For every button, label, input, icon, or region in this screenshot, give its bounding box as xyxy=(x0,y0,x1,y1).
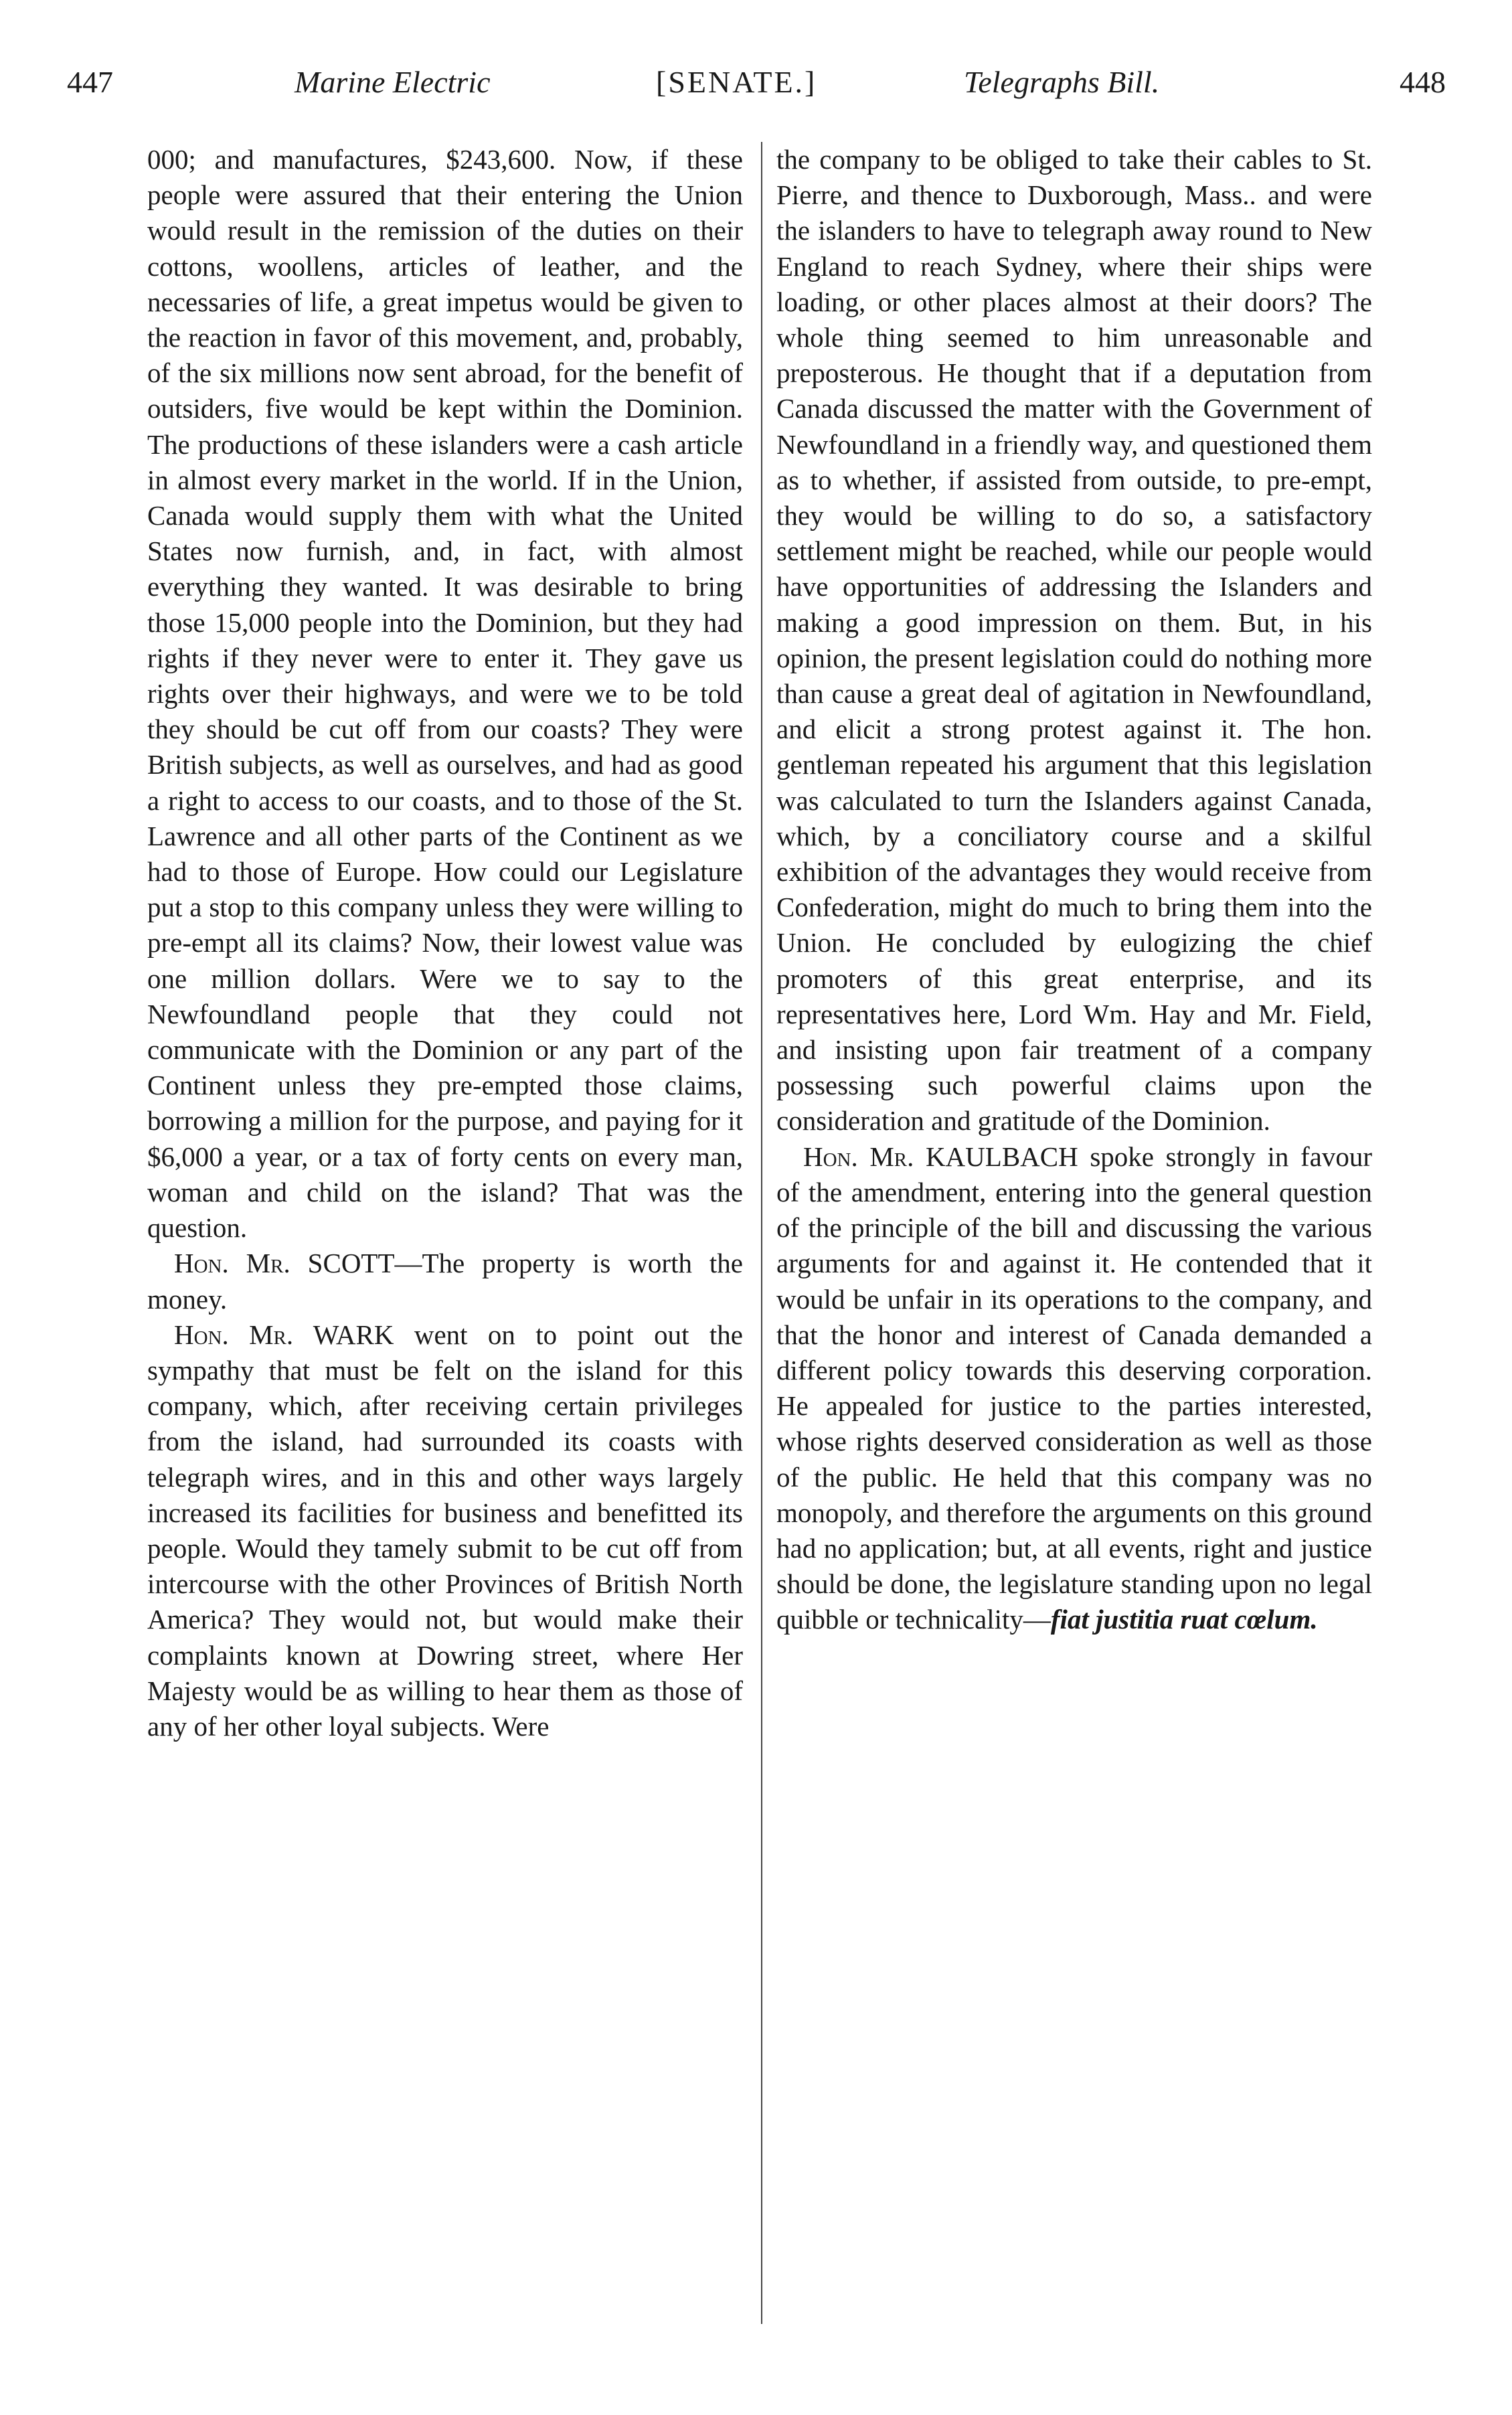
speaker-name: Hon. Mr. WARK xyxy=(174,1319,394,1350)
speaker-name: Hon. Mr. SCOTT xyxy=(174,1248,395,1279)
right-column xyxy=(776,142,1372,2344)
left-paragraph-1: 000; and manufactures, $243,600. Now, if these people were assured that their entering the Union would result in the remission of the duties on their cottons, woollens, articles of leather, and the necessaries of life, a great impetus would be given to the reaction in favor of this movement, and, probably, of the six millions now sent abroad, for the benefit of outsiders, five would be kept within the Dominion. The productions of these islanders were a cash article in almost every market in the world. If in the Union, Canada would supply them with what the United States now furnish, and, in fact, with almost everything they wanted. It was desirable to bring those 15,000 people into the Dominion, but they had rights if they never were to enter it. They gave us rights over their highways, and were we to be told they should be cut off from our coasts? They were British subjects, as well as ourselves, and had as good a right to access to our coasts, and to those of the St. Lawrence and all other parts of the Continent as we had to those of Europe. How could our Legislature put a stop to this company unless they were willing to pre-empt all its claims? Now, their lowest value was one million dollars. Were we to say to the Newfoundland people that they could not communicate with the Dominion or any part of the Continent unless they pre-empted those claims, borrowing a million for the purpose, and paying for it $6,000 a year, or a tax of forty cents on every man, woman and child on the island? That was the question. xyxy=(147,144,743,1244)
left-paragraph-3 xyxy=(147,1317,743,1744)
chamber-label: [SENATE.] xyxy=(656,65,817,99)
right-running-title: Telegraphs Bill. xyxy=(964,65,1160,99)
page-header xyxy=(67,64,1446,118)
speaker-name: Hon. Mr. KAULBACH xyxy=(803,1141,1078,1172)
left-running-title: Marine Electric xyxy=(295,65,491,99)
latin-phrase: fiat justitia ruat cœlum. xyxy=(1050,1604,1318,1635)
speech-text: spoke strongly in favour of the amendment, entering into the general question of the principle of the bill and discussing the various arguments for and against it. He contended that it would be unfair in its operations to the company, and that the honor and interest of Canada demanded a different policy towards this deserving corporation. He appealed for justice to the parties interested, whose rights deserved consideration as well as those of the public. He held that this company was no monopoly, and therefore the arguments on this ground had no application; but, at all events, right and justice should be done, the legislature standing upon no legal quibble or technicality— xyxy=(776,1141,1372,1635)
right-paragraph-1: the company to be obliged to take their cables to St. Pierre, and thence to Duxborough, Mass.. and were the islanders to have to telegraph away round to New England to reach Sydney, where their ships were loading, or other places almost at their doors? The whole thing seemed to him unreasonable and preposterous. He thought that if a deputation from Canada discussed the matter with the Government of Newfoundland in a friendly way, and questioned them as to whether, if assisted from outside, to pre-empt, they would be willing to do so, a satisfactory settlement might be reached, while our people would have opportunities of addressing the Islanders and making a good impression on them. But, in his opinion, the present legislation could do nothing more than cause a great deal of agitation in Newfoundland, and elicit a strong protest against it. The hon. gentleman repeated his argument that this legislation was calculated to turn the Islanders against Canada, which, by a conciliatory course and a skilful exhibition of the advantages they would receive from Confederation, might do much to bring them into the Union. He concluded by eulogizing the chief promoters of this great enterprise, and its representatives here, Lord Wm. Hay and Mr. Field, and insisting upon fair treatment of a company possessing such powerful claims upon the consideration and gratitude of the Dominion. xyxy=(776,144,1372,1137)
text-columns xyxy=(147,142,1399,2344)
right-paragraph-2 xyxy=(776,1139,1372,1638)
left-column xyxy=(147,142,743,2344)
left-paragraph-2 xyxy=(147,1246,743,1317)
left-page-number: 447 xyxy=(67,65,113,99)
speech-text: went on to point out the sympathy that must be felt on the island for this company, which, after receiving certain privileges from the island, had surrounded its coasts with telegraph wires, and in this and other ways largely increased its facilities for business and benefitted its people. Would they tamely submit to be cut off from intercourse with the other Provinces of British North America? They would not, but would make their complaints known at Dowring street, where Her Majesty would be as willing to hear them as those of any of her other loyal subjects. Were xyxy=(147,1319,743,1742)
speech-text: —The property is worth the money. xyxy=(147,1248,743,1315)
right-page-number: 448 xyxy=(1400,65,1446,99)
